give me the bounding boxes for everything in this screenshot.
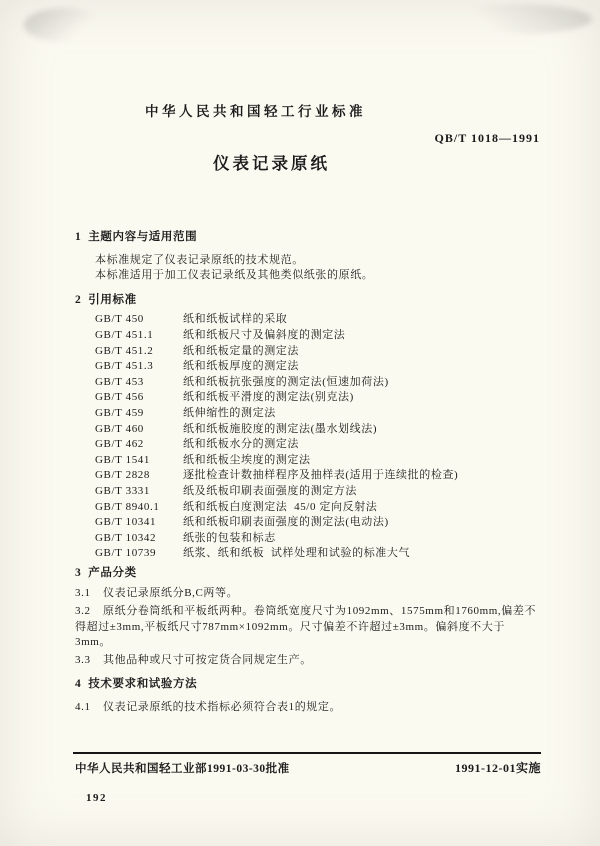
paragraph: 本标准规定了仪表记录原纸的技术规范。 (95, 253, 304, 266)
reference-row (95, 484, 540, 500)
reference-row (95, 453, 540, 469)
clause-number: 4.1 (75, 701, 91, 714)
clause-text: 仪表记录原纸分B,C两等。 (103, 587, 239, 600)
implementation-date: 1991-12-01实施 (455, 761, 541, 775)
document-header: 中华人民共和国轻工行业标准 (145, 104, 366, 119)
reference-row (95, 375, 540, 391)
section-2-heading: 2 引用标准 (75, 293, 137, 306)
approval-notice: 中华人民共和国轻工业部1991-03-30批准 (75, 763, 290, 775)
reference-code: GB/T 8940.1 (95, 500, 160, 513)
reference-code: GB/T 460 (95, 422, 144, 435)
reference-code: GB/T 451.3 (95, 360, 154, 373)
section-3-clauses (75, 586, 540, 668)
clause-number: 3.2 (75, 605, 91, 618)
reference-title: 纸和纸板印刷表面强度的测定法(电动法) (183, 516, 389, 529)
reference-title: 纸和纸板厚度的测定法 (183, 360, 299, 373)
reference-row (95, 422, 540, 438)
reference-row (95, 312, 540, 328)
reference-row (95, 359, 540, 375)
clause-text: 原纸分卷筒纸和平板纸两种。卷筒纸宽度尺寸为1092mm、1575mm和1760mm,偏差不得超过±3mm,平板纸尺寸787mm×1092mm。尺寸偏差不许超过±3mm。偏斜度不大于3mm。 (75, 605, 537, 649)
reference-title: 纸和纸板尺寸及偏斜度的测定法 (183, 328, 346, 341)
reference-row (95, 500, 540, 516)
reference-title: 纸和纸板定量的测定法 (183, 344, 299, 357)
reference-code: GB/T 451.1 (95, 328, 154, 341)
reference-title: 纸和纸板平滑度的测定法(别克法) (183, 391, 354, 404)
clause (75, 604, 540, 651)
section-4-heading: 4 技术要求和试验方法 (75, 678, 198, 691)
reference-code: GB/T 3331 (95, 484, 151, 497)
clause (75, 586, 540, 602)
reference-code: GB/T 462 (95, 438, 144, 451)
footer-divider (73, 752, 541, 754)
clause (75, 653, 540, 669)
reference-row (95, 437, 540, 453)
reference-title: 纸和纸板试样的采取 (183, 313, 288, 326)
reference-code: GB/T 459 (95, 406, 144, 419)
section-1-heading: 1 主题内容与适用范围 (75, 231, 198, 243)
reference-row (95, 328, 540, 344)
reference-code: GB/T 456 (95, 391, 144, 404)
paragraph: 本标准适用于加工仪表记录纸及其他类似纸张的原纸。 (95, 269, 374, 282)
reference-row (95, 468, 540, 484)
document-title: 仪表记录原纸 (213, 154, 330, 173)
document-footer (75, 759, 541, 776)
reference-title: 纸和纸板尘埃度的测定法 (183, 453, 311, 466)
references-list (95, 312, 540, 562)
reference-title: 逐批检查计数抽样程序及抽样表(适用于连续批的检查) (183, 469, 459, 482)
clause (75, 700, 540, 716)
reference-row (95, 515, 540, 531)
clause-text: 仪表记录原纸的技术指标必须符合表1的规定。 (103, 701, 342, 714)
reference-code: GB/T 451.2 (95, 344, 154, 357)
reference-title: 纸张的包装和标志 (183, 531, 276, 544)
reference-title: 纸和纸板水分的测定法 (183, 438, 299, 451)
clause-number: 3.3 (75, 653, 91, 666)
reference-row (95, 531, 540, 547)
reference-title: 纸浆、纸和纸板 试样处理和试验的标准大气 (183, 547, 411, 560)
reference-title: 纸和纸板施胶度的测定法(墨水划线法) (183, 422, 378, 435)
section-3-heading: 3 产品分类 (75, 566, 137, 579)
reference-row (95, 390, 540, 406)
clause-text: 其他品种或尺寸可按定货合同规定生产。 (103, 653, 312, 666)
page-number: 192 (86, 792, 107, 804)
reference-code: GB/T 2828 (95, 469, 151, 482)
reference-title: 纸和纸板抗张强度的测定法(恒速加荷法) (183, 375, 389, 388)
reference-title: 纸伸缩性的测定法 (183, 406, 276, 419)
section-4-clauses (75, 700, 540, 716)
reference-title: 纸及纸板印刷表面强度的测定方法 (183, 484, 357, 497)
reference-code: GB/T 1541 (95, 453, 151, 466)
reference-row (95, 344, 540, 360)
reference-code: GB/T 10342 (95, 531, 157, 544)
reference-code: GB/T 450 (95, 313, 144, 326)
reference-code: GB/T 10739 (95, 547, 157, 560)
reference-row (95, 406, 540, 422)
section-1-body (75, 253, 540, 284)
reference-code: GB/T 453 (95, 375, 144, 388)
reference-title: 纸和纸板白度测定法 45/0 定向反射法 (183, 500, 378, 513)
standard-number: QB/T 1018—1991 (434, 131, 540, 145)
clause-number: 3.1 (75, 587, 91, 600)
reference-code: GB/T 10341 (95, 516, 157, 529)
reference-row (95, 546, 540, 562)
